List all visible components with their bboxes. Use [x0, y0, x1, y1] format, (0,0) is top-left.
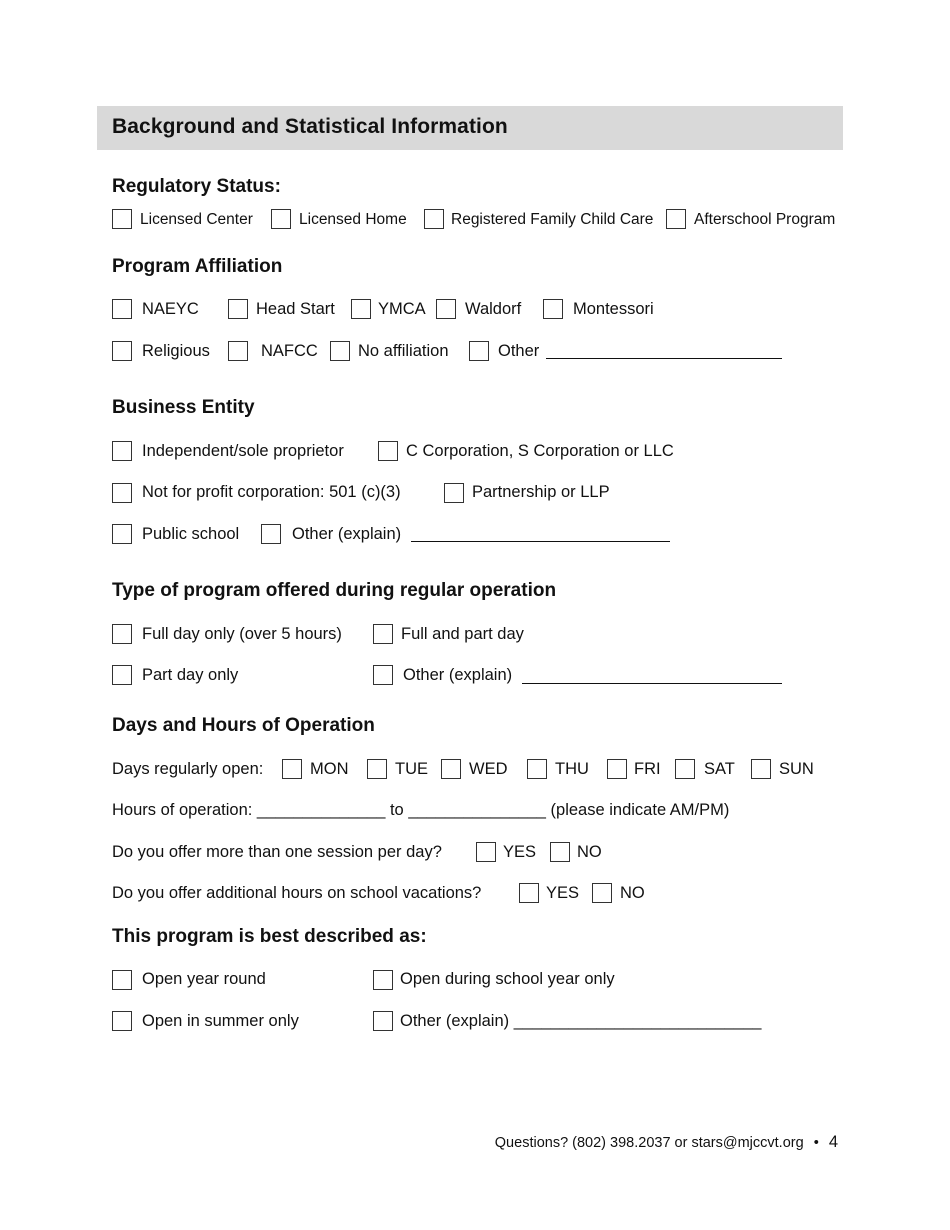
checkbox-other-business[interactable]: [261, 524, 281, 544]
checkbox-afterschool-program[interactable]: [666, 209, 686, 229]
label-head-start: Head Start: [256, 300, 335, 318]
checkbox-tue[interactable]: [367, 759, 387, 779]
label-session-yes: YES: [503, 843, 537, 861]
label-independent: Independent/sole proprietor: [142, 442, 344, 460]
session-question: Do you offer more than one session per day?: [112, 843, 442, 861]
checkbox-public-school[interactable]: [112, 524, 132, 544]
checkbox-full-day[interactable]: [112, 624, 132, 644]
checkbox-nafcc[interactable]: [228, 341, 248, 361]
checkbox-licensed-home[interactable]: [271, 209, 291, 229]
checkbox-summer-only[interactable]: [112, 1011, 132, 1031]
checkbox-wed[interactable]: [441, 759, 461, 779]
checkbox-fri[interactable]: [607, 759, 627, 779]
checkbox-session-no[interactable]: [550, 842, 570, 862]
checkbox-other-described[interactable]: [373, 1011, 393, 1031]
regulatory-status-heading: Regulatory Status:: [112, 176, 281, 197]
label-full-and-part-day: Full and part day: [401, 625, 524, 643]
days-hours-heading: Days and Hours of Operation: [112, 715, 375, 736]
checkbox-head-start[interactable]: [228, 299, 248, 319]
label-sat: SAT: [704, 760, 735, 778]
label-public-school: Public school: [142, 525, 240, 543]
checkbox-partnership[interactable]: [444, 483, 464, 503]
checkbox-session-yes[interactable]: [476, 842, 496, 862]
checkbox-sun[interactable]: [751, 759, 771, 779]
checkbox-mon[interactable]: [282, 759, 302, 779]
checkbox-thu[interactable]: [527, 759, 547, 779]
checkbox-ymca[interactable]: [351, 299, 371, 319]
label-afterschool-program: Afterschool Program: [694, 211, 836, 228]
label-licensed-home: Licensed Home: [299, 211, 407, 228]
checkbox-religious[interactable]: [112, 341, 132, 361]
other-program-blank[interactable]: [522, 683, 782, 684]
checkbox-vacation-yes[interactable]: [519, 883, 539, 903]
described-heading: This program is best described as:: [112, 926, 427, 947]
checkbox-open-year-round[interactable]: [112, 970, 132, 990]
label-nonprofit: Not for profit corporation: 501 (c)(3): [142, 483, 401, 501]
program-affiliation-heading: Program Affiliation: [112, 256, 283, 277]
label-waldorf: Waldorf: [465, 300, 522, 318]
checkbox-independent[interactable]: [112, 441, 132, 461]
checkbox-waldorf[interactable]: [436, 299, 456, 319]
other-affiliation-blank[interactable]: [546, 358, 782, 359]
label-corporation: C Corporation, S Corporation or LLC: [406, 442, 674, 460]
label-registered-family-child-care: Registered Family Child Care: [451, 211, 654, 228]
label-full-day: Full day only (over 5 hours): [142, 625, 342, 643]
checkbox-school-year-only[interactable]: [373, 970, 393, 990]
label-no-affiliation: No affiliation: [358, 342, 449, 360]
business-entity-heading: Business Entity: [112, 397, 255, 418]
checkbox-sat[interactable]: [675, 759, 695, 779]
checkbox-part-day[interactable]: [112, 665, 132, 685]
label-summer-only: Open in summer only: [142, 1012, 299, 1030]
footer-contact: Questions? (802) 398.2037 or stars@mjccvt.org: [494, 1135, 804, 1151]
checkbox-other-program[interactable]: [373, 665, 393, 685]
checkbox-vacation-no[interactable]: [592, 883, 612, 903]
label-part-day: Part day only: [142, 666, 239, 684]
label-tue: TUE: [395, 760, 428, 778]
checkbox-licensed-center[interactable]: [112, 209, 132, 229]
other-business-blank[interactable]: [411, 541, 670, 542]
label-sun: SUN: [779, 760, 814, 778]
label-fri: FRI: [634, 760, 661, 778]
label-thu: THU: [555, 760, 589, 778]
label-open-year-round: Open year round: [142, 970, 266, 988]
label-religious: Religious: [142, 342, 210, 360]
checkbox-nonprofit[interactable]: [112, 483, 132, 503]
label-other-described[interactable]: Other (explain) ___________________________: [400, 1012, 762, 1030]
label-mon: MON: [310, 760, 349, 778]
label-licensed-center: Licensed Center: [140, 211, 253, 228]
label-vacation-no: NO: [620, 884, 645, 902]
checkbox-montessori[interactable]: [543, 299, 563, 319]
section-header-band: [97, 106, 843, 150]
label-montessori: Montessori: [573, 300, 654, 318]
checkbox-other-affiliation[interactable]: [469, 341, 489, 361]
checkbox-corporation[interactable]: [378, 441, 398, 461]
label-naeyc: NAEYC: [142, 300, 199, 318]
label-other-program: Other (explain): [403, 666, 513, 684]
checkbox-no-affiliation[interactable]: [330, 341, 350, 361]
footer-bullet: •: [813, 1135, 819, 1151]
vacation-question: Do you offer additional hours on school vacations?: [112, 884, 482, 902]
page-title: Background and Statistical Information: [112, 115, 508, 138]
label-session-no: NO: [577, 843, 602, 861]
checkbox-full-and-part-day[interactable]: [373, 624, 393, 644]
hours-of-operation-line[interactable]: Hours of operation: ______________ to _______________ (please indicate AM/PM): [112, 801, 730, 819]
label-other-affiliation: Other: [498, 342, 540, 360]
label-nafcc: NAFCC: [261, 342, 318, 360]
checkbox-registered-family-child-care[interactable]: [424, 209, 444, 229]
label-partnership: Partnership or LLP: [472, 483, 610, 501]
page-footer: [495, 1133, 838, 1152]
program-type-heading: Type of program offered during regular operation: [112, 580, 557, 601]
days-open-label: Days regularly open:: [112, 760, 264, 778]
page-number: 4: [828, 1133, 838, 1151]
label-school-year-only: Open during school year only: [400, 970, 615, 988]
label-vacation-yes: YES: [546, 884, 580, 902]
label-other-business: Other (explain): [292, 525, 402, 543]
label-ymca: YMCA: [378, 300, 426, 318]
checkbox-naeyc[interactable]: [112, 299, 132, 319]
label-wed: WED: [469, 760, 508, 778]
